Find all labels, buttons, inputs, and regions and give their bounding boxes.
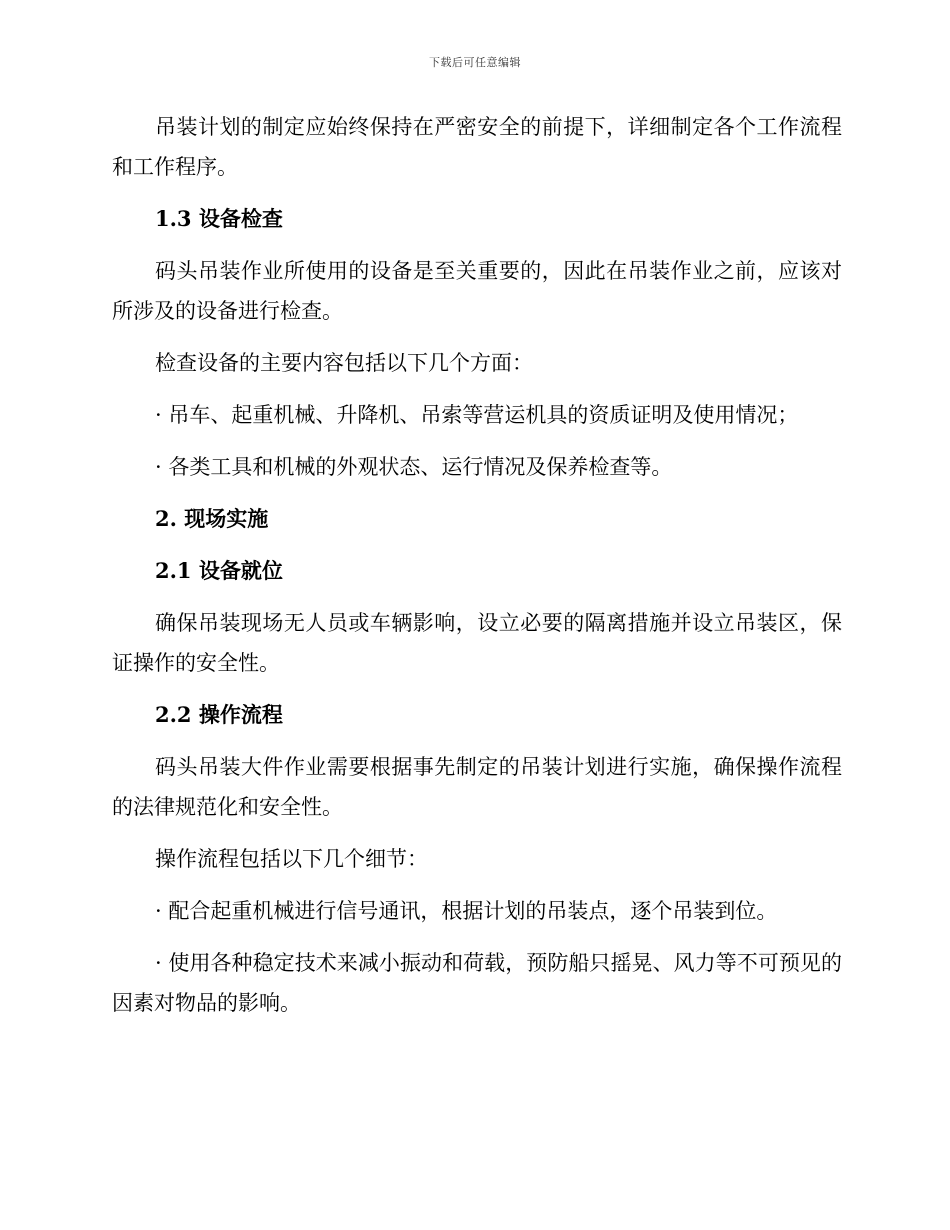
paragraph-lifting-plan: 吊装计划的制定应始终保持在严密安全的前提下，详细制定各个工作流程和工作程序。 — [112, 115, 842, 179]
bullet-item-signal: · 配合起重机械进行信号通讯，根据计划的吊装点，逐个吊装到位。 — [155, 899, 778, 923]
bullet-item-tools: · 各类工具和机械的外观状态、运行情况及保养检查等。 — [155, 455, 673, 479]
bullet-item-stability: · 使用各种稳定技术来减小振动和荷载，预防船只摇晃、风力等不可预见的因素对物品的影响。 — [112, 951, 842, 1015]
paragraph-inspection-intro: 检查设备的主要内容包括以下几个方面： — [155, 351, 533, 375]
page-header: 下载后可任意编辑 — [429, 56, 521, 69]
document-body — [112, 107, 842, 1035]
heading-2-2: 2.2 操作流程 — [155, 702, 283, 727]
heading-2: 2. 现场实施 — [155, 506, 269, 531]
heading-2-1: 2.1 设备就位 — [155, 558, 283, 583]
heading-1-3: 1.3 设备检查 — [155, 206, 283, 231]
paragraph-operation-details-intro: 操作流程包括以下几个细节： — [155, 847, 428, 871]
paragraph-operation-plan: 码头吊装大件作业需要根据事先制定的吊装计划进行实施，确保操作流程的法律规范化和安全性。 — [112, 755, 842, 819]
paragraph-site-safety: 确保吊装现场无人员或车辆影响，设立必要的隔离措施并设立吊装区，保证操作的安全性。 — [112, 611, 842, 675]
bullet-item-cranes: · 吊车、起重机械、升降机、吊索等营运机具的资质证明及使用情况； — [155, 403, 799, 427]
paragraph-equipment-importance: 码头吊装作业所使用的设备是至关重要的，因此在吊装作业之前，应该对所涉及的设备进行检查。 — [112, 259, 842, 323]
